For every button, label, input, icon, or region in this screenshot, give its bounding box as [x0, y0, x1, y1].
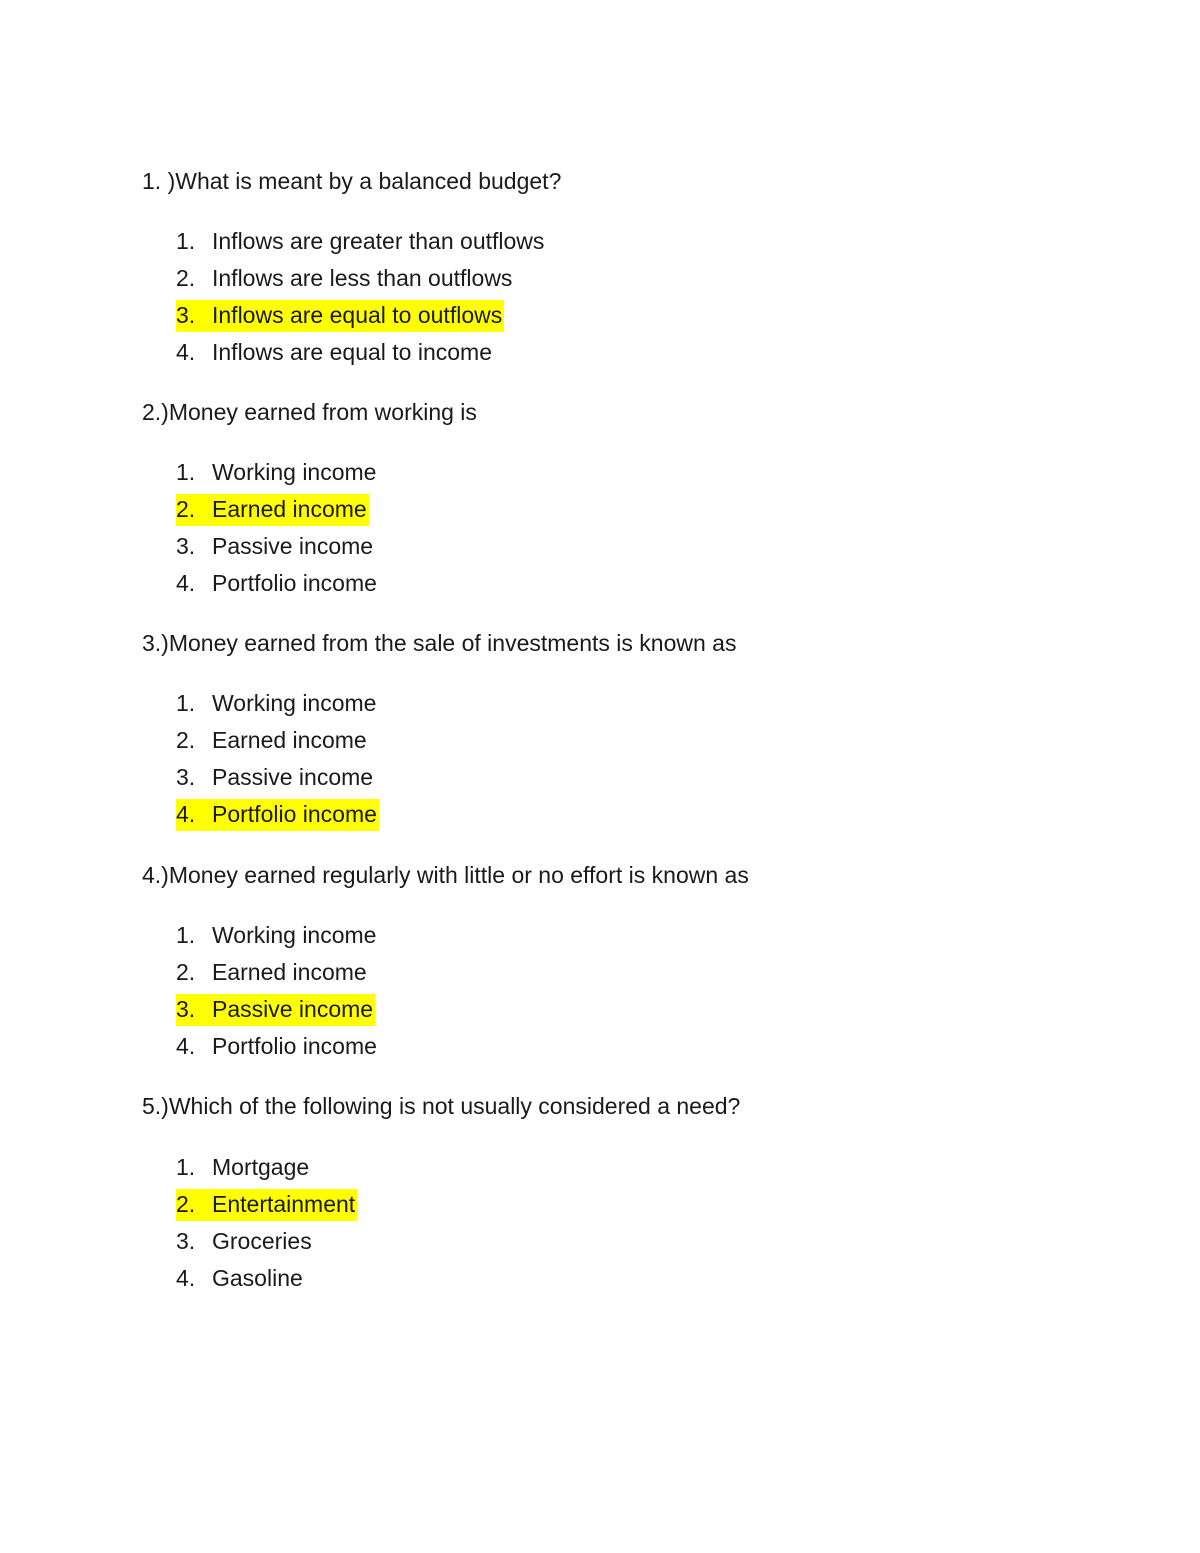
option-3-4-highlighted: [176, 799, 379, 836]
option-5-2-highlighted: [176, 1189, 357, 1226]
option-1-1: [176, 226, 546, 263]
option-number: 3.: [176, 764, 196, 790]
option-number: 1.: [176, 1154, 196, 1180]
option-1-4: [176, 337, 546, 374]
option-label: Groceries: [212, 1228, 312, 1254]
option-5-3: [176, 1226, 357, 1263]
option-number: 2.: [176, 265, 196, 291]
option-5-4: [176, 1263, 357, 1300]
options-list-3: [176, 688, 379, 836]
question-1: 1. )What is meant by a balanced budget?: [142, 168, 562, 194]
options-list-2: [176, 457, 379, 605]
options-list-4: [176, 920, 379, 1068]
option-label: Gasoline: [212, 1265, 303, 1291]
option-number: 2.: [176, 959, 196, 985]
option-label: Portfolio income: [212, 801, 377, 827]
option-label: Earned income: [212, 727, 367, 753]
option-2-2-highlighted: [176, 494, 379, 531]
option-4-4: [176, 1031, 379, 1068]
question-4: 4.)Money earned regularly with little or no effort is known as: [142, 862, 749, 888]
option-label: Mortgage: [212, 1154, 310, 1180]
option-4-2: [176, 957, 379, 994]
option-3-1: [176, 688, 379, 725]
options-list-1: [176, 226, 546, 374]
option-number: 3.: [176, 1228, 196, 1254]
option-label: Working income: [212, 459, 377, 485]
option-label: Passive income: [212, 764, 374, 790]
option-1-2: [176, 263, 546, 300]
option-number: 2.: [176, 1191, 196, 1217]
option-4-3-highlighted: [176, 994, 379, 1031]
option-label: Passive income: [212, 996, 374, 1022]
option-number: 4.: [176, 339, 196, 365]
question-5: 5.)Which of the following is not usually considered a need?: [142, 1093, 741, 1119]
option-2-1: [176, 457, 379, 494]
option-2-4: [176, 568, 379, 605]
option-label: Earned income: [212, 959, 367, 985]
option-label: Inflows are less than outflows: [212, 265, 513, 291]
option-number: 3.: [176, 533, 196, 559]
option-number: 1.: [176, 228, 196, 254]
option-number: 1.: [176, 459, 196, 485]
option-number: 2.: [176, 496, 196, 522]
options-list-5: [176, 1152, 357, 1300]
option-label: Inflows are greater than outflows: [212, 228, 545, 254]
option-5-1: [176, 1152, 357, 1189]
option-3-3: [176, 762, 379, 799]
question-2: 2.)Money earned from working is: [142, 399, 477, 425]
option-number: 4.: [176, 801, 196, 827]
option-number: 2.: [176, 727, 196, 753]
option-label: Inflows are equal to outflows: [212, 302, 503, 328]
option-label: Entertainment: [212, 1191, 356, 1217]
option-number: 1.: [176, 690, 196, 716]
option-label: Working income: [212, 922, 377, 948]
option-number: 4.: [176, 1265, 196, 1291]
option-label: Working income: [212, 690, 377, 716]
option-number: 1.: [176, 922, 196, 948]
question-3: 3.)Money earned from the sale of investments is known as: [142, 630, 737, 656]
option-number: 4.: [176, 1033, 196, 1059]
option-label: Inflows are equal to income: [212, 339, 492, 365]
option-label: Earned income: [212, 496, 367, 522]
option-number: 3.: [176, 302, 196, 328]
option-4-1: [176, 920, 379, 957]
option-label: Portfolio income: [212, 1033, 377, 1059]
option-number: 3.: [176, 996, 196, 1022]
option-1-3-highlighted: [176, 300, 546, 337]
option-number: 4.: [176, 570, 196, 596]
option-2-3: [176, 531, 379, 568]
option-label: Passive income: [212, 533, 374, 559]
option-label: Portfolio income: [212, 570, 377, 596]
option-3-2: [176, 725, 379, 762]
